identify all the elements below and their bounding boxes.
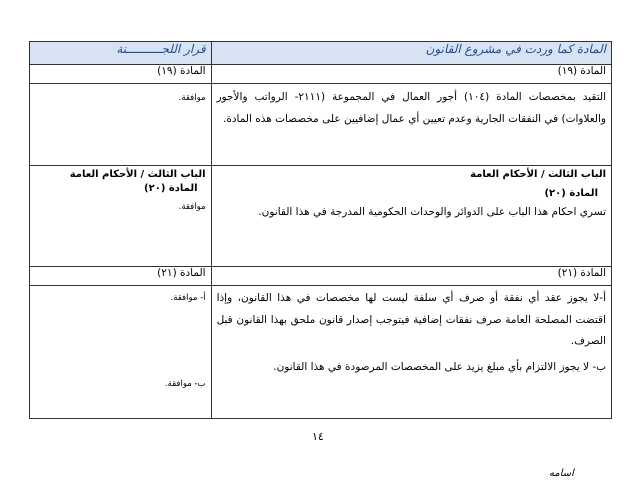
table-row [30, 84, 612, 166]
article-19-decision-cell [30, 84, 212, 166]
article-20-law-heading: المادة (٢٠) [544, 188, 598, 199]
decision-column-header: قرار اللجــــــــــنة [30, 42, 212, 65]
table-row [30, 166, 612, 267]
comparison-table [29, 41, 612, 419]
article-21-law-text-b: ب- لا يجوز الالتزام بأي مبلغ يزيد على المخصصات المرصودة في هذا القانون. [273, 360, 606, 373]
page-number: ١٤ [312, 430, 324, 443]
article-19-decision-text: موافقة. [178, 93, 206, 103]
article-21-law-heading: المادة (٢١) [211, 267, 611, 286]
table-row [30, 286, 612, 419]
article-20-decision-cell [30, 166, 212, 267]
article-20-law-cell [211, 166, 611, 267]
article-19-law-cell [211, 84, 611, 166]
law-column-header: المادة كما وردت في مشروع القانون [211, 42, 611, 65]
article-19-law-heading: المادة (١٩) [211, 65, 611, 84]
article-20-decision-heading: المادة (٢٠) [144, 183, 198, 194]
article-21-decision-heading: المادة (٢١) [30, 267, 212, 286]
article-21-decision-text-a: أ- موافقة. [170, 293, 206, 303]
article-21-law-text-a: أ-لا يجوز عقد أي نفقة أو صرف أي سلفة ليست لها مخصصات في هذا القانون، وإذا اقتضت المصلحة العامة صرف نفقات إضافية فيتوجب إصدار قانون ملحق بهذا القانون قبل الصرف. [216, 292, 606, 347]
signature: اسامه [549, 468, 574, 479]
section-title: الباب الثالث / الأحكام العامة [69, 169, 206, 180]
article-21-decision-cell [30, 286, 212, 419]
table-row [30, 65, 612, 84]
table-header-row [30, 42, 612, 65]
article-21-law-cell [211, 286, 611, 419]
article-19-decision-heading: المادة (١٩) [30, 65, 212, 84]
article-20-decision-text: موافقة. [178, 202, 206, 212]
article-20-law-text: تسري احكام هذا الباب على الدوائر والوحدات الحكومية المدرجة في هذا القانون. [258, 206, 606, 218]
table-row [30, 267, 612, 286]
section-title: الباب الثالث / الأحكام العامة [470, 169, 606, 180]
article-19-law-text: التقيد بمخصصات المادة (١٠٤) أجور العمال في المجموعة (٢١١١- الرواتب والأجور والعلاوات) في النفقات الجارية وعدم تعيين أي عمال إضافيين على مخصصات هذه المادة. [216, 91, 607, 125]
article-21-decision-text-b: ب- موافقة. [164, 379, 206, 389]
